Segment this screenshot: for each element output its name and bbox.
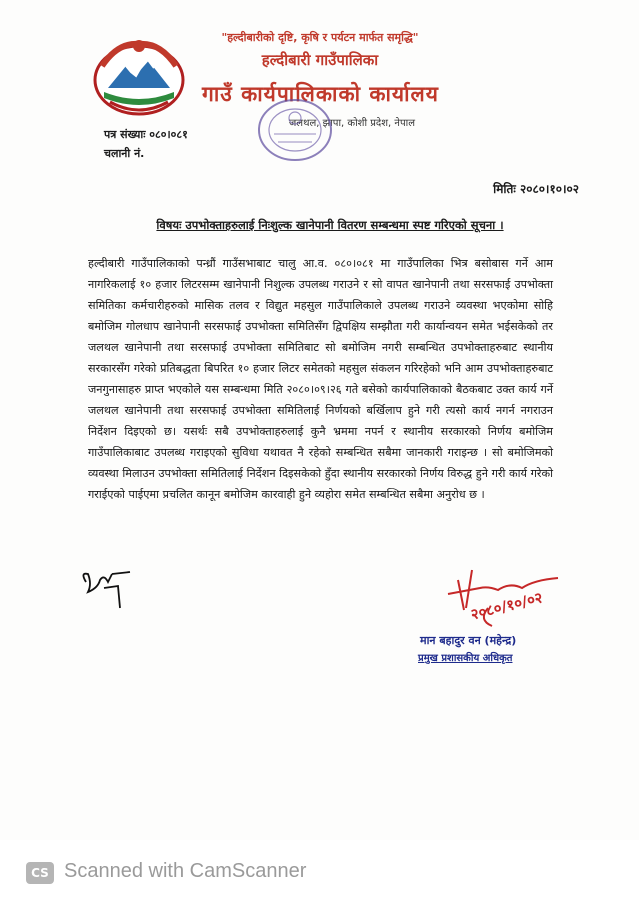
camscanner-watermark: Scanned with CamScanner [64, 860, 307, 882]
officer-role: प्रमुख प्रशासकीय अधिकृत [418, 653, 513, 664]
reference-block [104, 125, 188, 163]
letter-date: मितिः २०८०।१०।०२ [493, 182, 579, 196]
officer-name: मान बहादुर वन (महेन्द्र) [420, 634, 517, 647]
letter-body: हल्दीबारी गाउँपालिकाको पन्ध्रौं गाउँसभाबाट चालु आ.व. ०८०।०८१ मा गाउँपालिका भित्र बसोबास गर्ने आम नागरिकलाई १० हजार लिटरसम्म खानेपानी निशुल्क उपलब्ध गराउने र सो वापत खानेपानी तथा सरसफाई उपभोक्ता समितिका कर्मचारीहरुको मासिक तलव र विद्युत महसुल गाउँपालिकाले उपलब्ध गराउने व्यवस्था भएकोमा सोहि बमोजिम गोलधाप खानेपानी सरसफाई उपभोक्ता समितिसँग द्विपक्षिय सम्झौता गरी कार्यान्वयन समेत भईसकेको तर जलथल खानेपानी तथा सरसफाई उपभोक्ता समितिबाट सो बमोजिम नगरी सम्बन्धित उपभोक्ताहरुबाट स्थानीय सरकारसँग गरेको प्रतिबद्धता बिपरित १० हजार लिटर समेतको महसुल संकलन गरिरहेको भनि आम उपभोक्ताहरुबाट जनगुनासाहरु प्राप्त भएकोले यस सम्बन्धमा मिति २०८०।०९।२६ गते बसेको कार्यपालिकाको बैठकबाट उक्त कार्य गर्ने जलथल खानेपानी तथा सरसफाई उपभोक्ता समितिलाई निर्णयको बर्खिलाप हुने गरी त्यसो कार्य नगर्न नगराउन निर्देशन दिइएको छ। यसर्थः सबै उपभोक्ताहरुलाई कुनै भ्रममा नपर्न र स्थानीय सरकारको निर्णय बमोजिम गाउँपालिकाबाट उपलब्ध गराइएको सुविधा यथावत नै रहेको सम्बन्धित सबैमा जानकारी गराइन्छ । सो बमोजिमको व्यवस्था मिलाउन उपभोक्ता समितिलाई निर्देशन दिइसकेको हुँदा स्थानीय सरकारको निर्णय विरुद्ध हुने गरी कार्य गरेको गराईएको पाईएमा प्रचलित कानून बमोजिम कारवाही हुने व्यहोरा समेत सम्बन्धित सबैमा अनुरोध छ । [88, 257, 553, 501]
office-title: गाउँ कार्यपालिकाको कार्यालय [202, 82, 439, 106]
camscanner-logo-icon: CS [26, 862, 54, 884]
dispatch-number: चलानी नं. [104, 147, 145, 160]
handwritten-date: २०८०/१०/०२ [468, 588, 545, 624]
office-address: जलथल, झापा, कोशी प्रदेश, नेपाल [288, 118, 415, 129]
initial-signature-icon [78, 562, 138, 612]
office-name: हल्दीबारी गाउँपालिका [261, 51, 379, 69]
nepal-emblem-icon [88, 36, 190, 118]
office-seal-icon [250, 90, 340, 170]
letter-subject: विषयः उपभोक्ताहरुलाई निःशुल्क खानेपानी वितरण सम्बन्धमा स्पष्ट गरिएको सूचना । [156, 218, 504, 232]
office-motto: "हल्दीबारीको दृष्टि, कृषि र पर्यटन मार्फत समृद्धि" [221, 31, 419, 44]
letter-number: पत्र संख्याः ०८०।०८१ [104, 128, 188, 141]
